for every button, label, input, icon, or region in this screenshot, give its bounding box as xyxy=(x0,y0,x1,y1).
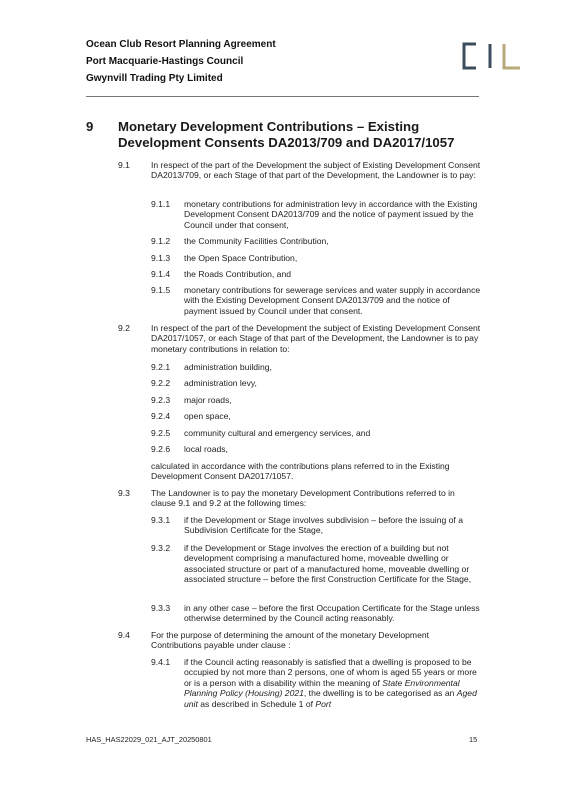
subclause-number: 9.3.1 xyxy=(151,515,171,525)
subclause-text: the Open Space Contribution, xyxy=(184,253,298,263)
footer-page-number: 15 xyxy=(469,735,478,744)
subclause-number: 9.1.4 xyxy=(151,269,171,279)
defined-term: Aged unit xyxy=(184,688,477,709)
subclause-text-part: as described in Schedule 1 of xyxy=(197,698,316,709)
clause-text: In respect of the part of the Development the subject of Existing Development Consent DA2017/1057, or each Stage of that part of the Development, the Landowner is to pay monetary contributions in relation to: xyxy=(151,323,481,354)
subclause-number: 9.2.4 xyxy=(151,411,171,421)
subclause-number: 9.2.1 xyxy=(151,362,171,372)
subclause-number: 9.1.1 xyxy=(151,199,171,209)
clause-text: The Landowner is to pay the monetary Development Contributions referred to in clause 9.1 and 9.2 at the following times: xyxy=(151,488,455,509)
subclause-text-part: , the dwelling is to be categorised as an xyxy=(303,688,457,699)
subclause-text: monetary contributions for sewerage services and water supply in accordance with the Existing Development Consent DA2013/709 and the notice of payment issued by Council under that consent. xyxy=(184,285,481,316)
clause-number: 9.1 xyxy=(118,160,130,170)
plan-name-fragment: Port xyxy=(315,698,332,709)
subclause-number: 9.1.5 xyxy=(151,285,171,295)
subclause-text xyxy=(184,657,481,709)
subclause-number: 9.1.3 xyxy=(151,253,171,263)
clause-number: 9.4 xyxy=(118,630,130,640)
subclause-number: 9.2.5 xyxy=(151,428,171,438)
section-title: Monetary Development Contributions – Existing Development Consents DA2013/709 and DA2017/1057 xyxy=(118,119,455,150)
section-number: 9 xyxy=(86,119,94,134)
subclause-text: the Roads Contribution, and xyxy=(184,269,292,279)
policy-name: State Environmental Planning Policy (Housing) 2021 xyxy=(184,677,460,699)
clause-text: In respect of the part of the Development the subject of Existing Development Consent DA2013/709, or each Stage of that part of the Development, the Landowner is to pay: xyxy=(151,160,481,181)
subclause-number: 9.3.2 xyxy=(151,543,171,553)
subclause-number: 9.1.2 xyxy=(151,236,171,246)
clause-closing-text: calculated in accordance with the contributions plans referred to in the Existing Development Consent DA2017/1057. xyxy=(151,461,450,482)
firm-logo xyxy=(462,42,522,70)
clause-number: 9.2 xyxy=(118,323,130,333)
subclause-text-part: if the Council acting reasonably is satisfied that a dwelling is proposed to be occupied by not more than 2 persons, one of whom is aged 55 years or more or is a person with a disability within the meaning of xyxy=(184,657,477,688)
subclause-text: administration levy, xyxy=(184,378,257,388)
header-company-name: Gwynvill Trading Pty Limited xyxy=(86,73,223,84)
subclause-text: administration building, xyxy=(184,362,272,372)
subclause-text: in any other case – before the first Occupation Certificate for the Stage unless otherwise determined by the Council acting reasonably. xyxy=(184,603,480,624)
header-divider xyxy=(86,96,479,97)
subclause-text: the Community Facilities Contribution, xyxy=(184,236,329,246)
subclause-text: open space, xyxy=(184,411,231,421)
subclause-number: 9.2.2 xyxy=(151,378,171,388)
subclause-number: 9.2.3 xyxy=(151,395,171,405)
subclause-text: major roads, xyxy=(184,395,232,405)
clause-text: For the purpose of determining the amount of the monetary Development Contributions payable under clause : xyxy=(151,630,430,651)
footer-document-reference: HAS_HAS22029_021_AJT_20250801 xyxy=(86,735,212,744)
subclause-text: local roads, xyxy=(184,444,228,454)
subclause-text: monetary contributions for administration levy in accordance with the Existing Development Consent DA2013/709 and the notice of payment issued by the Council under that consent, xyxy=(184,199,478,230)
logo-right-l xyxy=(504,44,520,68)
subclause-number: 9.4.1 xyxy=(151,657,171,667)
logo-left-bracket xyxy=(464,44,476,68)
header-council-name: Port Macquarie-Hastings Council xyxy=(86,56,244,67)
subclause-text: community cultural and emergency services, and xyxy=(184,428,371,438)
header-agreement-title: Ocean Club Resort Planning Agreement xyxy=(86,39,276,50)
subclause-number: 9.3.3 xyxy=(151,603,171,613)
subclause-text: if the Development or Stage involves subdivision – before the issuing of a Subdivision Certificate for the Stage, xyxy=(184,515,463,536)
subclause-number: 9.2.6 xyxy=(151,444,171,454)
subclause-text: if the Development or Stage involves the erection of a building but not development comprising a manufactured home, moveable dwelling or associated structure or part of a manufactured home, moveable dwelling or associated structure – before the first Construction Certificate for the Stage, xyxy=(184,543,472,585)
clause-number: 9.3 xyxy=(118,488,130,498)
